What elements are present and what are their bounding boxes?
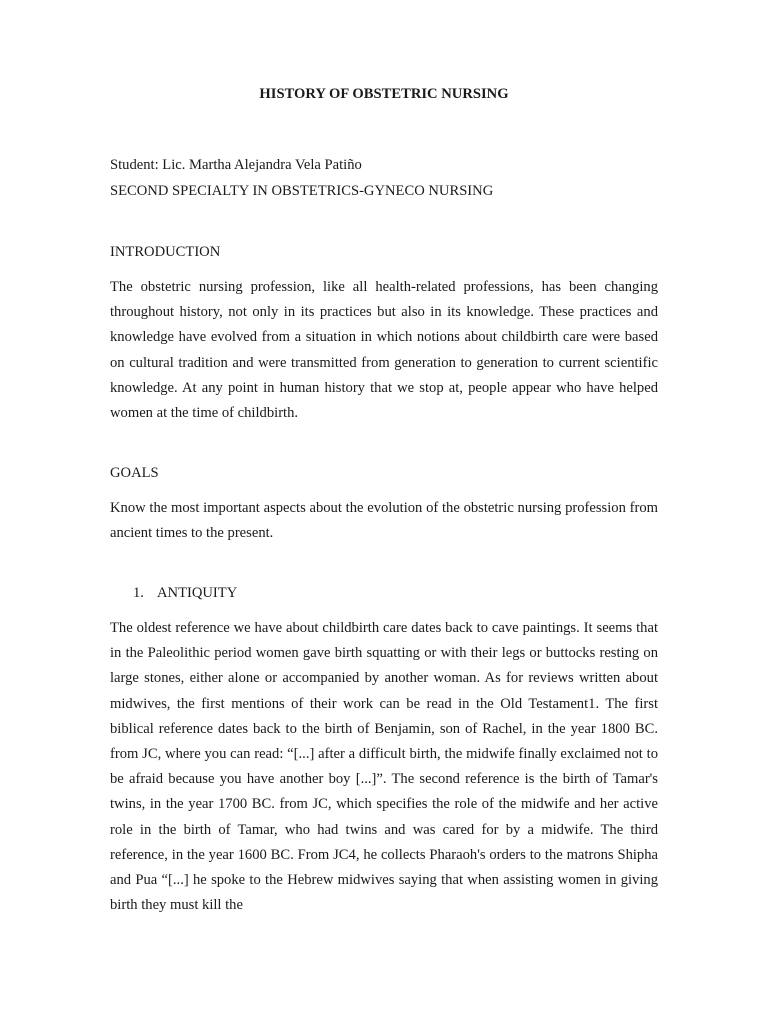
introduction-paragraph: The obstetric nursing profession, like all health-related professions, has been changing throughout history, not only in its practices but also in its knowledge. These practices and knowledge have evolved from a situation in which notions about childbirth care were based on cultural tradition and were transmitted from generation to generation to current scientific knowledge. At any point in human history that we stop at, people appear who have helped women at the time of childbirth.	[110, 279, 658, 422]
antiquity-heading	[133, 583, 237, 603]
antiquity-number: 1.	[133, 585, 144, 601]
student-line: Student: Lic. Martha Alejandra Vela Patiño	[110, 157, 362, 173]
document-title: HISTORY OF OBSTETRIC NURSING	[259, 86, 509, 102]
antiquity-title: ANTIQUITY	[157, 585, 238, 601]
goals-heading: GOALS	[110, 465, 159, 481]
introduction-heading: INTRODUCTION	[110, 244, 221, 260]
antiquity-paragraph: The oldest reference we have about childbirth care dates back to cave paintings. It seems that in the Paleolithic period women gave birth squatting or with their legs or buttocks resting on large stones, either alone or accompanied by another woman. As for reviews written about midwives, the first mentions of their work can be read in the Old Testament1. The first biblical reference dates back to the birth of Benjamin, son of Rachel, in the year 1800 BC. from JC, where you can read: “[...] after a difficult birth, the midwife finally exclaimed not to be afraid because you have another boy [...]”. The second reference is the birth of Tamar's twins, in the year 1700 BC. from JC, which specifies the role of the midwife and her active role in the birth of Tamar, who had twins and was cared for by a midwife. The third reference, in the year 1600 BC. From JC4, he collects Pharaoh's orders to the matrons Shipha and Pua “[...] he spoke to the Hebrew midwives saying that when assisting women in giving birth they must kill the	[110, 620, 658, 914]
goals-paragraph: Know the most important aspects about the evolution of the obstetric nursing profession from ancient times to the present.	[110, 500, 658, 542]
specialty-line: SECOND SPECIALTY IN OBSTETRICS-GYNECO NURSING	[110, 183, 494, 199]
